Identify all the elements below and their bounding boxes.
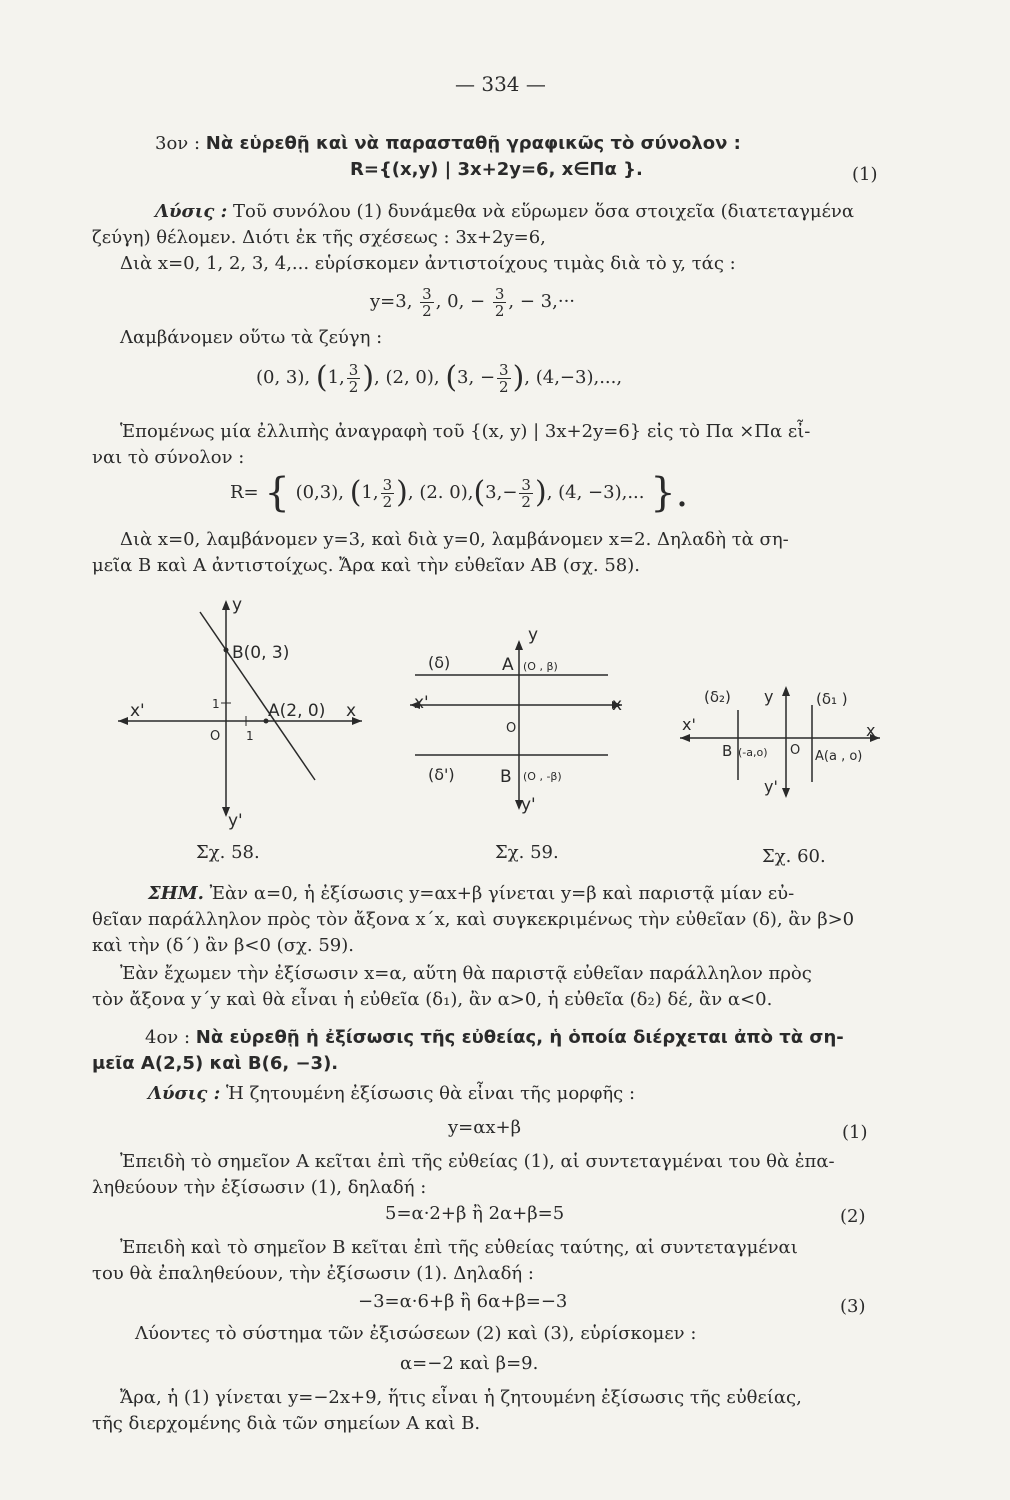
problem4-line-b1: Ἐπειδὴ καὶ τὸ σημεῖον B κεῖται ἐπὶ τῆς εὐθείας ταύτης, αἱ συντεταγμέναι bbox=[120, 1237, 798, 1258]
fig60-point-a-label: A(a , o) bbox=[815, 749, 863, 764]
fraction-numerator: 3 bbox=[499, 360, 509, 379]
problem4-heading-line1 bbox=[145, 1026, 844, 1050]
fig59-x-label: x bbox=[612, 695, 623, 715]
figures-area bbox=[0, 590, 1010, 880]
fig59-x-prime-label: x' bbox=[414, 693, 429, 713]
problem4-heading-2: μεῖα A(2,5) καὶ B(6, −3). bbox=[92, 1053, 339, 1074]
fig58-tick-one-x: 1 bbox=[246, 729, 254, 743]
problem3-set-definition: R={(x,y) | 3x+2y=6, x∈Πα }. bbox=[350, 159, 643, 180]
fig58-point-b-label: B(0, 3) bbox=[232, 643, 290, 663]
problem3-label: 3ον : bbox=[155, 133, 201, 154]
fig60-point-b-label: B bbox=[722, 742, 733, 760]
y-values-mid: , 0, − bbox=[435, 291, 486, 312]
fig59-y-label: y bbox=[528, 625, 539, 645]
y-values bbox=[370, 282, 575, 322]
equation-2-number: (2) bbox=[840, 1206, 866, 1227]
equation-3-number: (3) bbox=[840, 1296, 866, 1317]
fig60-origin-label: O bbox=[790, 743, 801, 758]
fig58-origin-label: O bbox=[210, 729, 221, 744]
fraction-numerator: 3 bbox=[348, 360, 359, 379]
fraction-3-2 bbox=[381, 477, 395, 510]
fraction-denominator: 2 bbox=[521, 492, 531, 511]
pair-0-3: (0, 3), bbox=[256, 367, 311, 388]
problem3-solution-line2: ζεύγη) θέλομεν. Διότι ἐκ τῆς σχέσεως : 3x+2y=6, bbox=[92, 227, 546, 248]
fig59-caption: Σχ. 59. bbox=[495, 842, 559, 863]
pairs-list: (0, 3), (1, $\frac{3}{2}$ ), (2, 0), (3, − $\frac{3}{2}$ ), (4,−3),..., bbox=[256, 360, 623, 396]
fraction-numerator: 3 bbox=[494, 284, 505, 303]
pair-2-0: , (2, 0), bbox=[374, 367, 440, 388]
fraction-denominator: 2 bbox=[499, 377, 509, 396]
fraction-3-2 bbox=[420, 286, 434, 319]
fig60-x-arrow-left bbox=[680, 734, 690, 742]
note-line2: θεῖαν παράλληλον πρὸς τὸν ἄξονα x΄x, καὶ συγκεκριμένως τὴν εὐθεῖαν (δ), ἂν β>0 bbox=[92, 909, 855, 930]
final-line1: Ἄρα, ἡ (1) γίνεται y=−2x+9, ἥτις εἶναι ἡ ζητουμένη ἐξίσωσις τῆς εὐθείας, bbox=[120, 1387, 802, 1408]
fraction-3-2 bbox=[519, 477, 533, 510]
problem3-solution-line1 bbox=[155, 200, 854, 224]
next-line1: Ἑπομένως μία ἐλλιπὴς ἀναγραφὴ τοῦ {(x, y) | 3x+2y=6} εἰς τὸ Πα ×Πα εἶ- bbox=[120, 421, 811, 442]
pair-3-a: 3, − bbox=[457, 367, 496, 388]
note-line1-wrap bbox=[148, 882, 794, 906]
fig59-point-a-label: A bbox=[502, 655, 514, 675]
fig58-x-prime-label: x' bbox=[130, 701, 145, 721]
problem3-equation-number: (1) bbox=[852, 164, 878, 185]
solution-text: Τοῦ συνόλου (1) δυνάμεθα νὰ εὕρωμεν ὅσα στοιχεῖα (διατεταγμένα bbox=[233, 201, 854, 222]
fraction-denominator: 2 bbox=[494, 301, 505, 320]
fraction-3-2 bbox=[347, 362, 361, 395]
pair-1-a: 1, bbox=[327, 367, 345, 388]
fraction-3-2 bbox=[497, 362, 511, 395]
solution-label: Λύσις : bbox=[155, 201, 228, 222]
fig59-line-d-label: (δ) bbox=[428, 653, 451, 672]
fig59-line-d-prime-label: (δ') bbox=[428, 765, 455, 784]
y-values-start: y=3, bbox=[370, 291, 413, 312]
fig60-x-label: x bbox=[866, 721, 876, 740]
fig59-y-prime-label: y' bbox=[521, 795, 536, 815]
note-line5: τὸν ἄξονα y΄y καὶ θὰ εἶναι ἡ εὐθεῖα (δ₁), ἂν α>0, ἡ εὐθεῖα (δ₂) δέ, ἂν α<0. bbox=[92, 989, 773, 1010]
fig58-tick-one-y: 1 bbox=[212, 697, 220, 711]
final-line2: τῆς διερχομένης διὰ τῶν σημείων A καὶ B. bbox=[92, 1413, 481, 1434]
fig59-point-b-coord: (O , -β) bbox=[523, 770, 562, 783]
problem4-heading-1: Νὰ εὑρεθῇ ἡ ἐξίσωσις τῆς εὐθείας, ἡ ὁποία διέρχεται ἀπὸ τὰ ση- bbox=[195, 1027, 844, 1048]
equation-3: −3=α·6+β ἢ 6α+β=−3 bbox=[358, 1291, 568, 1312]
fraction-3-2 bbox=[493, 286, 507, 319]
fig58-point-b bbox=[224, 648, 229, 653]
problem3-solution-line3: Διὰ x=0, 1, 2, 3, 4,... εὑρίσκομεν ἀντιστοίχους τιμὰς διὰ τὸ y, τάς : bbox=[120, 253, 736, 274]
problem4-solution-text: Ἡ ζητουμένη ἐξίσωσις θὰ εἶναι τῆς μορφῆς : bbox=[226, 1083, 636, 1104]
result-line: α=−2 καὶ β=9. bbox=[400, 1353, 539, 1374]
y-values-end: , − 3,··· bbox=[508, 291, 576, 312]
fig59-origin-label: O bbox=[506, 721, 517, 736]
r-pair-0-3: (0,3), bbox=[295, 482, 344, 503]
fig60-line-d2-label: (δ₂) bbox=[704, 688, 731, 706]
fraction-numerator: 3 bbox=[521, 475, 531, 494]
problem4-solution-label: Λύσις : bbox=[148, 1083, 221, 1104]
fig60-y-arrow-up bbox=[782, 686, 790, 696]
fraction-denominator: 2 bbox=[348, 377, 359, 396]
problem4-label: 4ον : bbox=[145, 1027, 191, 1048]
problem4-line-b2: του θὰ ἐπαληθεύουν, τὴν ἐξίσωσιν (1). Δηλαδή : bbox=[92, 1263, 534, 1284]
page-number: — 334 — bbox=[455, 72, 546, 96]
next-line2: ναι τὸ σύνολον : bbox=[92, 447, 245, 468]
problem4-line-a1: Ἐπειδὴ τὸ σημεῖον A κεῖται ἐπὶ τῆς εὐθείας (1), αἱ συντεταγμέναι του θὰ ἐπα- bbox=[120, 1151, 835, 1172]
fig60-caption: Σχ. 60. bbox=[762, 846, 826, 867]
equation-1-number: (1) bbox=[842, 1122, 868, 1143]
problem3-heading: Νὰ εὑρεθῇ καὶ νὰ παρασταθῇ γραφικῶς τὸ σύνολον : bbox=[205, 133, 741, 154]
fraction-denominator: 2 bbox=[382, 492, 393, 511]
fig60-y-prime-label: y' bbox=[764, 777, 778, 796]
equation-2: 5=α·2+β ἢ 2α+β=5 bbox=[385, 1203, 565, 1224]
note-line3: καὶ τὴν (δ΄) ἂν β<0 (σχ. 59). bbox=[92, 935, 354, 956]
fig60-point-b-coord: (-a,o) bbox=[738, 746, 768, 759]
figure-59 bbox=[410, 625, 622, 815]
pairs-intro: Λαμβάνομεν οὕτω τὰ ζεύγη : bbox=[120, 327, 383, 348]
r-pair-3-a: 3,− bbox=[485, 482, 518, 503]
fraction-numerator: 3 bbox=[382, 475, 393, 494]
problem3-heading-line bbox=[155, 132, 741, 156]
fig58-x-arrow-left bbox=[118, 717, 128, 725]
r-end: , (4, −3),... bbox=[546, 482, 645, 503]
fig58-y-label: y bbox=[232, 595, 243, 615]
fig59-point-b-label: B bbox=[500, 767, 512, 787]
fig59-y-arrow-up bbox=[515, 640, 523, 650]
fig60-y-arrow-down bbox=[782, 788, 790, 798]
problem4-solution-intro bbox=[148, 1082, 635, 1106]
note-line1: Ἐὰν α=0, ἡ ἐξίσωσις y=αx+β γίνεται y=β καὶ παριστᾷ μίαν εὐ- bbox=[209, 883, 795, 904]
r-label: R= bbox=[230, 482, 259, 503]
fig58-x-label: x bbox=[346, 701, 357, 721]
fig60-y-label: y bbox=[764, 687, 774, 706]
figure-60 bbox=[680, 686, 880, 798]
figure-58 bbox=[118, 595, 362, 831]
r-pair-1-a: 1, bbox=[361, 482, 379, 503]
fig60-x-prime-label: x' bbox=[682, 715, 696, 734]
fraction-numerator: 3 bbox=[422, 284, 432, 303]
fig58-caption: Σχ. 58. bbox=[196, 842, 260, 863]
note-line4: Ἐὰν ἔχωμεν τὴν ἐξίσωσιν x=α, αὕτη θὰ παριστᾷ εὐθεῖαν παράλληλον πρὸς bbox=[120, 963, 812, 984]
fig58-y-arrow-up bbox=[222, 600, 230, 610]
fig58-line-ab bbox=[200, 612, 315, 780]
fig58-y-prime-label: y' bbox=[228, 811, 243, 831]
problem4-line-a2: ληθεύουν τὴν ἐξίσωσιν (1), δηλαδή : bbox=[92, 1177, 427, 1198]
dia-line2: μεῖα B καὶ A ἀντιστοίχως. Ἄρα καὶ τὴν εὐθεῖαν AB (σχ. 58). bbox=[92, 555, 640, 576]
r-pair-2-0: , (2. 0), bbox=[407, 482, 474, 503]
solve-line: Λύοντες τὸ σύστημα τῶν ἐξισώσεων (2) καὶ (3), εὑρίσκομεν : bbox=[135, 1323, 697, 1344]
dia-line1: Διὰ x=0, λαμβάνομεν y=3, καὶ διὰ y=0, λαμβάνομεν x=2. Δηλαδὴ τὰ ση- bbox=[120, 529, 789, 550]
fig59-point-a-coord: (O , β) bbox=[523, 660, 558, 673]
r-set: R= { (0,3), (1, $\frac{3}{2}$ ), (2. 0),(3,− $\frac{3}{2}$ ), (4, −3),... }. bbox=[230, 470, 689, 516]
equation-1: y=αx+β bbox=[448, 1117, 522, 1138]
fig60-line-d1-label: (δ₁ ) bbox=[816, 690, 848, 708]
note-label: ΣΗΜ. bbox=[148, 883, 204, 904]
fraction-denominator: 2 bbox=[422, 301, 432, 320]
fig58-point-a-label: A(2, 0) bbox=[268, 701, 326, 721]
pair-end: , (4,−3),..., bbox=[524, 367, 623, 388]
